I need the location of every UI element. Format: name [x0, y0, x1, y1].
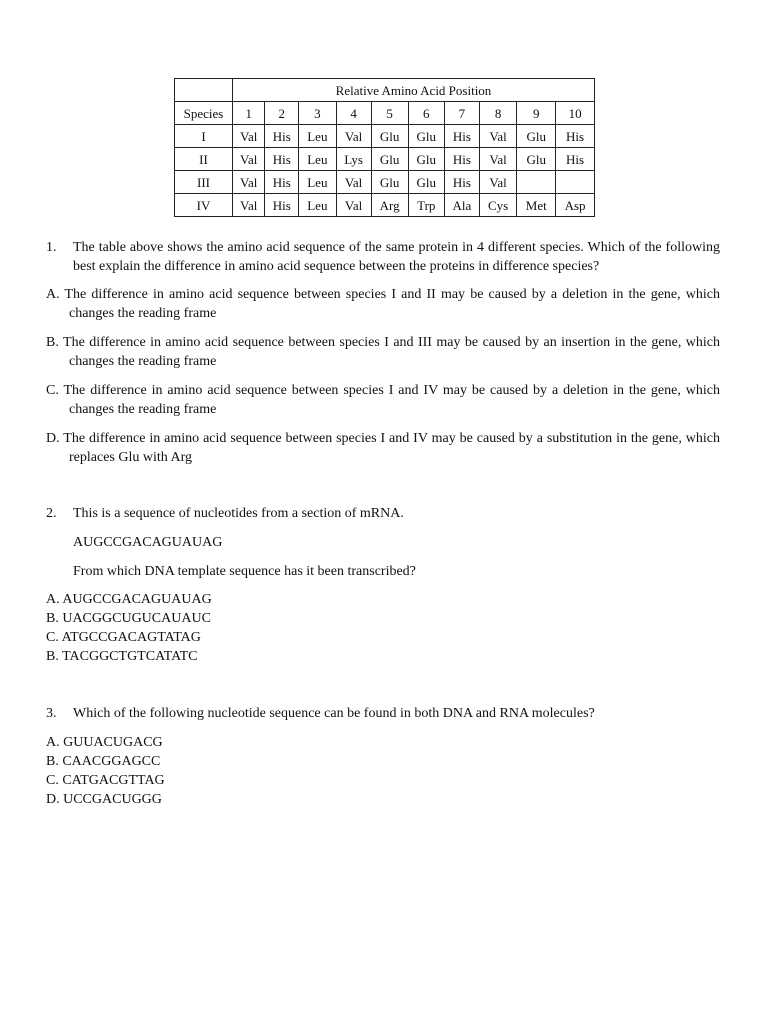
question-1-stem	[46, 238, 720, 276]
amino-acid-cell: Leu	[299, 125, 337, 148]
position-header: 4	[336, 102, 371, 125]
amino-acid-cell: Val	[336, 171, 371, 194]
question-text: This is a sequence of nucleotides from a section of mRNA.	[73, 506, 404, 521]
question-text: Which of the following nucleotide sequence can be found in both DNA and RNA molecules?	[73, 706, 595, 721]
question-2	[46, 504, 720, 666]
position-header: 8	[479, 102, 517, 125]
position-header: 6	[408, 102, 444, 125]
amino-acid-cell: Glu	[371, 171, 408, 194]
species-cell: III	[175, 171, 233, 194]
amino-acid-cell: His	[265, 148, 299, 171]
position-header: 10	[556, 102, 595, 125]
position-header: 2	[265, 102, 299, 125]
question-text: The table above shows the amino acid sequence of the same protein in 4 different species. Which of the following best explain the difference in amino acid sequence between the proteins in difference species?	[73, 240, 720, 274]
question-prompt: From which DNA template sequence has it been transcribed?	[73, 564, 416, 579]
amino-acid-cell	[517, 171, 556, 194]
question-3	[46, 704, 720, 809]
amino-acid-cell: Arg	[371, 194, 408, 217]
amino-acid-table	[174, 78, 595, 217]
amino-acid-cell: Val	[233, 125, 265, 148]
amino-acid-cell: His	[444, 125, 479, 148]
answer-option: D. The difference in amino acid sequence between species I and IV may be caused by a substitution in the gene, which replaces Glu with Arg	[46, 431, 720, 465]
amino-acid-cell: Glu	[408, 171, 444, 194]
amino-acid-cell: His	[265, 171, 299, 194]
amino-acid-cell: Lys	[336, 148, 371, 171]
question-number: 2.	[46, 506, 57, 521]
amino-acid-cell: Glu	[517, 125, 556, 148]
answer-option: C. The difference in amino acid sequence between species I and IV may be caused by a deletion in the gene, which changes the reading frame	[46, 383, 720, 417]
amino-acid-cell: Val	[479, 171, 517, 194]
amino-acid-cell: Val	[233, 148, 265, 171]
answer-option: A. GUUACUGACG	[46, 735, 163, 750]
answer-option: B. UACGGCUGUCAUAUC	[46, 611, 211, 626]
question-1	[46, 238, 720, 467]
amino-acid-cell: Glu	[371, 125, 408, 148]
amino-acid-cell: Leu	[299, 194, 337, 217]
table-position-row	[175, 102, 595, 125]
amino-acid-cell: Val	[336, 194, 371, 217]
table-row	[175, 171, 595, 194]
species-cell: II	[175, 148, 233, 171]
answer-option: B. TACGGCTGTCATATC	[46, 649, 198, 664]
amino-acid-cell: Met	[517, 194, 556, 217]
table-header-row	[175, 79, 595, 102]
position-header: 7	[444, 102, 479, 125]
answer-option: B. CAACGGAGCC	[46, 754, 161, 769]
amino-acid-cell	[556, 171, 595, 194]
species-cell: IV	[175, 194, 233, 217]
answer-option: A. AUGCCGACAGUAUAG	[46, 592, 212, 607]
answer-option: C. CATGACGTTAG	[46, 773, 165, 788]
amino-acid-cell: Glu	[371, 148, 408, 171]
amino-acid-cell: His	[556, 148, 595, 171]
amino-acid-cell: His	[265, 194, 299, 217]
amino-acid-cell: Asp	[556, 194, 595, 217]
amino-acid-cell: Leu	[299, 171, 337, 194]
amino-acid-cell: Leu	[299, 148, 337, 171]
answer-option: B. The difference in amino acid sequence between species I and III may be caused by an insertion in the gene, which changes the reading frame	[46, 335, 720, 369]
table-row	[175, 148, 595, 171]
amino-acid-cell: Val	[233, 194, 265, 217]
position-header: 3	[299, 102, 337, 125]
amino-acid-cell: Val	[336, 125, 371, 148]
question-number: 3.	[46, 706, 57, 721]
species-header: Species	[175, 102, 233, 125]
answer-option: C. ATGCCGACAGTATAG	[46, 630, 201, 645]
amino-acid-cell: Glu	[408, 148, 444, 171]
question-number: 1.	[46, 240, 57, 255]
table-corner-cell	[175, 79, 233, 102]
question-3-stem	[46, 704, 720, 723]
position-header: 9	[517, 102, 556, 125]
table-row	[175, 194, 595, 217]
species-cell: I	[175, 125, 233, 148]
mrna-sequence: AUGCCGACAGUAUAG	[73, 535, 223, 550]
answer-option: D. UCCGACUGGG	[46, 792, 162, 807]
amino-acid-cell: Val	[479, 125, 517, 148]
amino-acid-cell: Val	[233, 171, 265, 194]
amino-acid-cell: His	[265, 125, 299, 148]
table-row	[175, 125, 595, 148]
position-header: 5	[371, 102, 408, 125]
amino-acid-cell: Glu	[517, 148, 556, 171]
amino-acid-cell: His	[444, 148, 479, 171]
amino-acid-cell: Ala	[444, 194, 479, 217]
amino-acid-cell: Cys	[479, 194, 517, 217]
question-2-stem	[46, 504, 720, 523]
amino-acid-cell: Val	[479, 148, 517, 171]
answer-option: A. The difference in amino acid sequence between species I and II may be caused by a deletion in the gene, which changes the reading frame	[46, 287, 720, 321]
amino-acid-cell: Glu	[408, 125, 444, 148]
amino-acid-cell: His	[444, 171, 479, 194]
position-header: 1	[233, 102, 265, 125]
position-group-header: Relative Amino Acid Position	[233, 79, 595, 102]
amino-acid-cell: Trp	[408, 194, 444, 217]
amino-acid-cell: His	[556, 125, 595, 148]
